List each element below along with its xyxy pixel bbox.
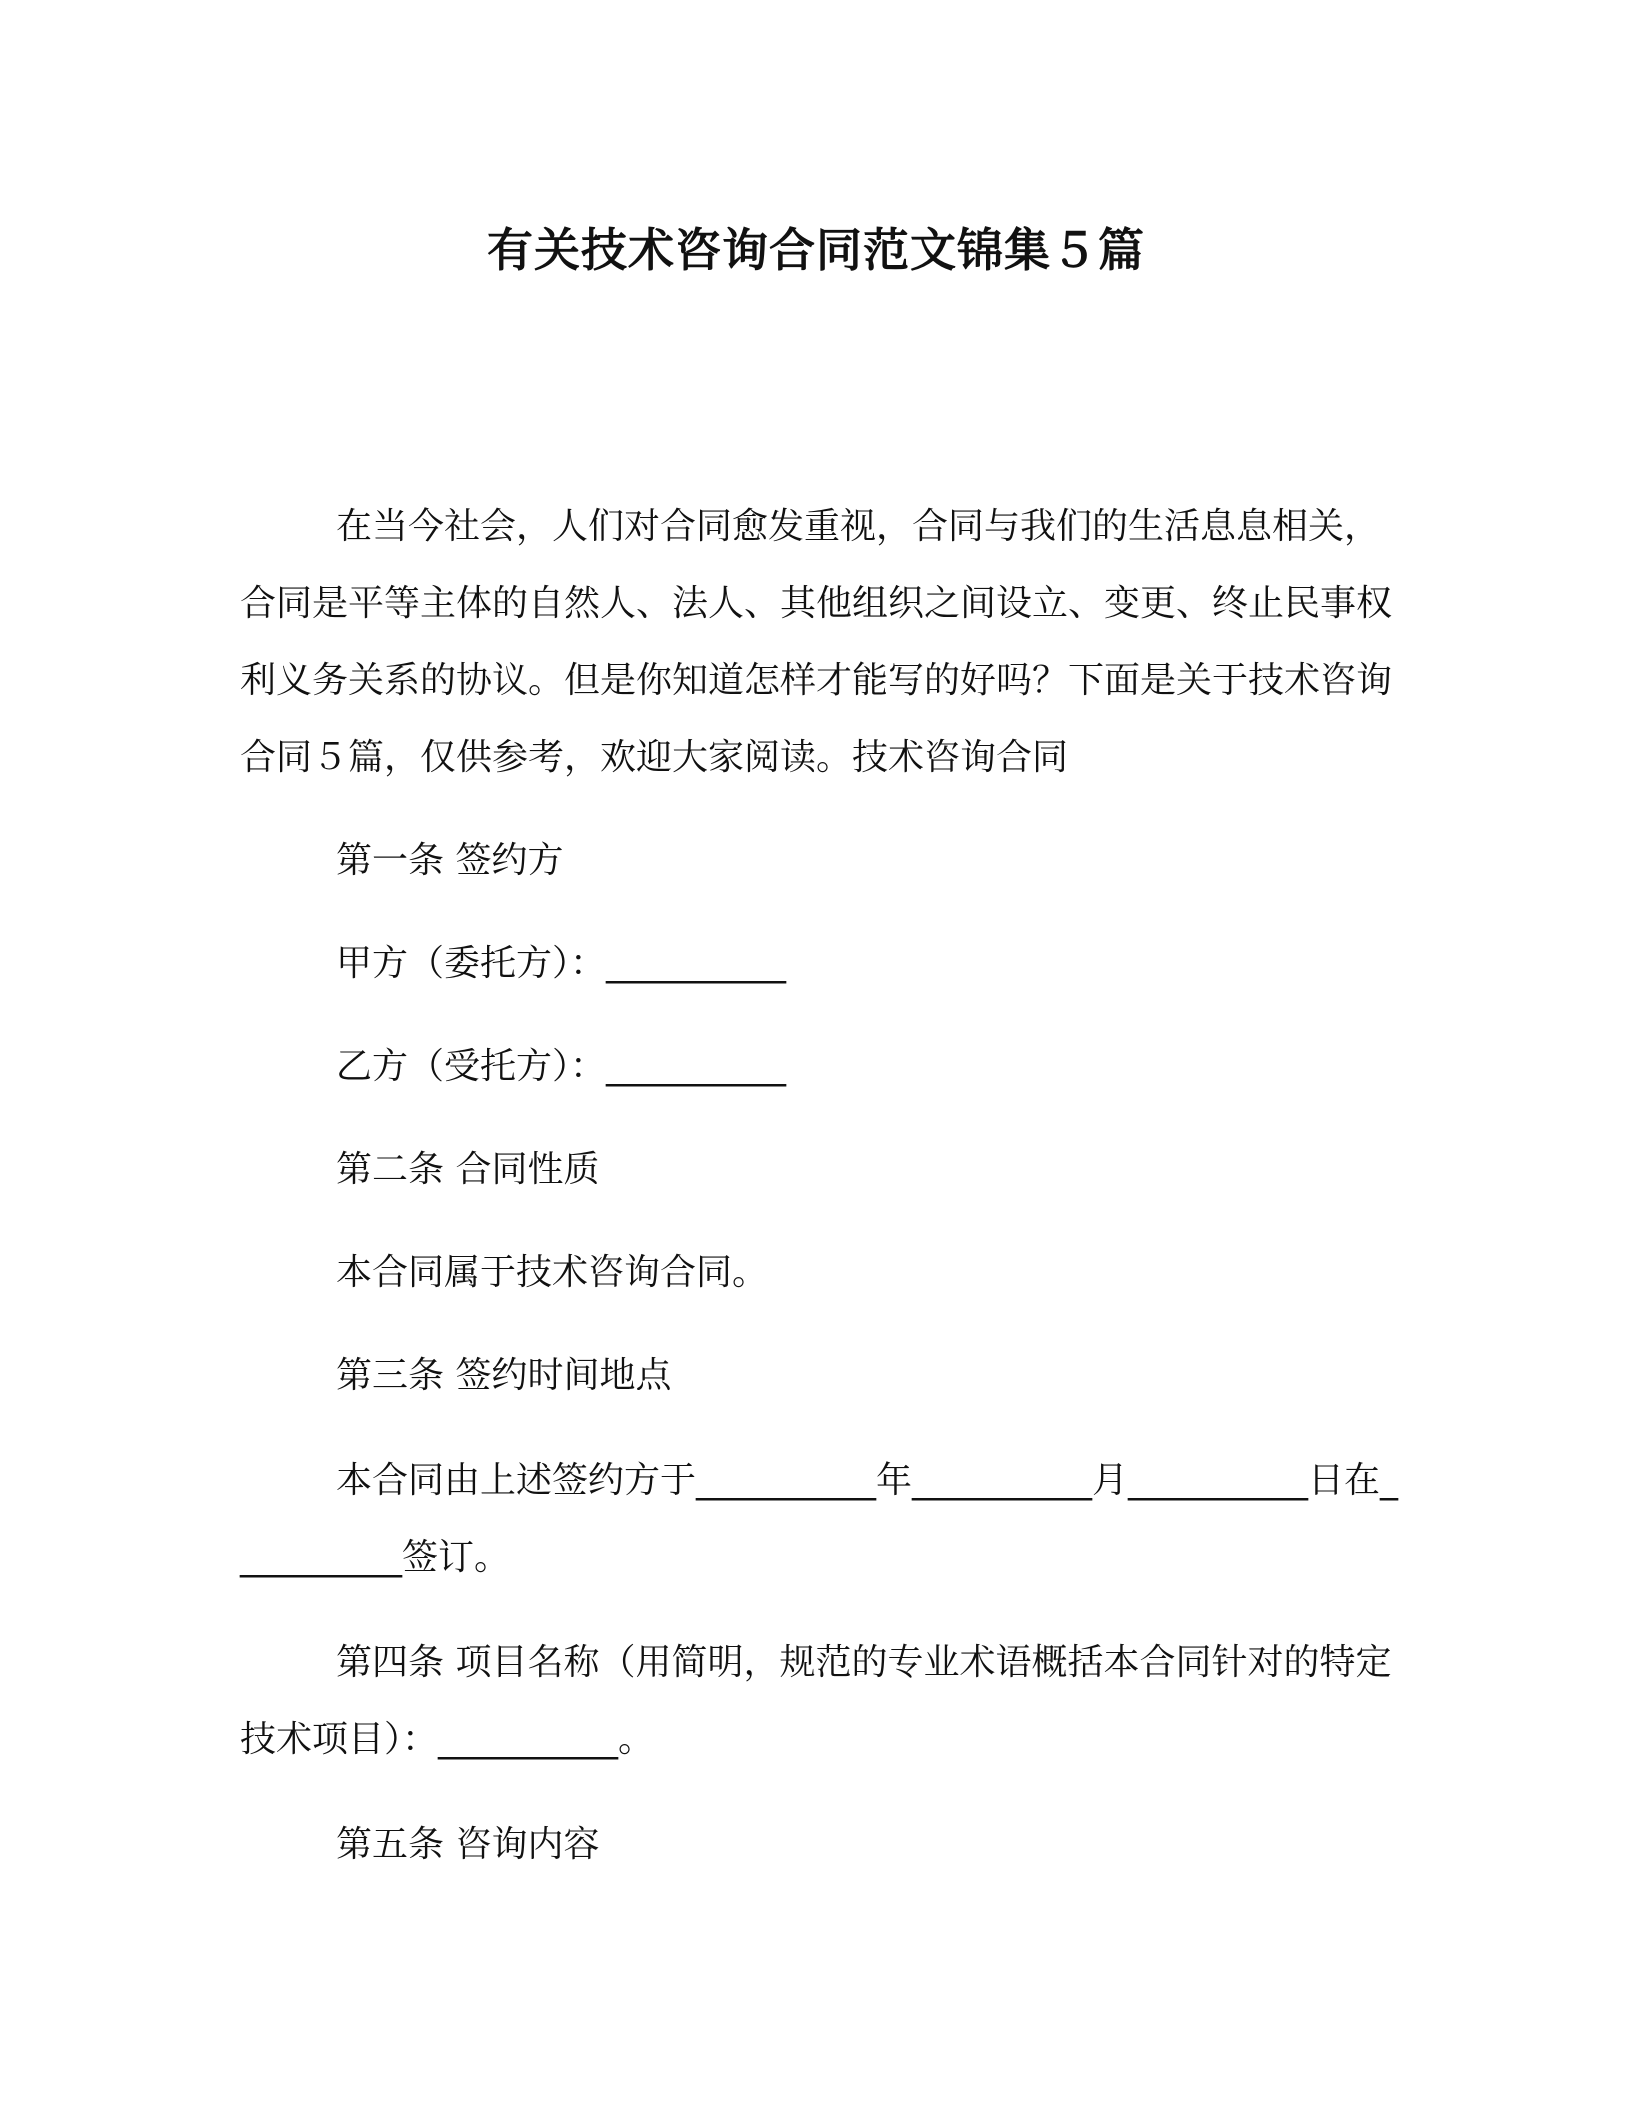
time-place-paragraph: 本合同由上述签约方于__________年__________月__________日在__________签订。: [240, 1460, 1399, 1578]
party-b-line: 乙方（受托方）：__________: [336, 1046, 787, 1087]
nature-paragraph: 本合同属于技术咨询合同。: [336, 1252, 769, 1293]
document-title: 有关技术咨询合同范文锦集５篇: [487, 223, 1145, 277]
party-a-line: 甲方（委托方）：__________: [336, 943, 787, 984]
intro-paragraph: 在当今社会，人们对合同愈发重视，合同与我们的生活息息相关，合同是平等主体的自然人、法人、其他组织之间设立、变更、终止民事权利义务关系的协议。但是你知道怎样才能写的好吗？下面是关于技术咨询合同５篇，仅供参考，欢迎大家阅读。技术咨询合同: [240, 506, 1393, 778]
article-1-heading: 第一条 签约方: [336, 840, 564, 881]
article-5-heading: 第五条 咨询内容: [336, 1824, 600, 1865]
article-3-heading: 第三条 签约时间地点: [336, 1355, 672, 1396]
article-2-heading: 第二条 合同性质: [336, 1149, 600, 1190]
document-body: [240, 488, 1400, 1883]
article-4-paragraph: 第四条 项目名称（用简明，规范的专业术语概括本合同针对的特定技术项目）：__________。: [240, 1642, 1392, 1760]
